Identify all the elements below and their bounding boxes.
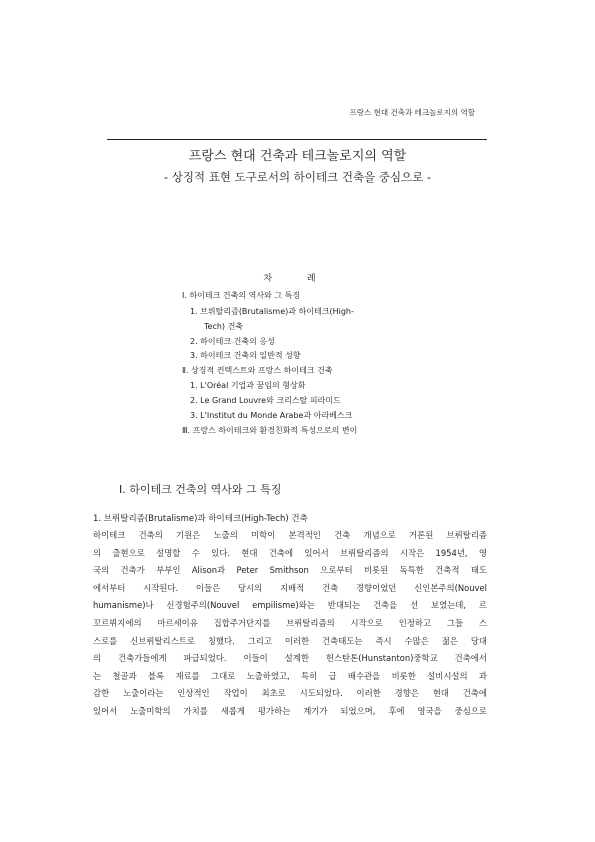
- header-rule: [107, 139, 487, 140]
- document-title: 프랑스 현대 건축과 테크놀로지의 역할: [188, 149, 407, 164]
- toc-item-1-1: 1. 브뤼탈리즘(Brutalisme)과 하이테크(High-: [190, 307, 354, 316]
- toc-item-2-2: 2. Le Grand Louvre와 크리스탈 피라미드: [190, 396, 341, 405]
- toc-item-1-3: 3. 하이테크 건축의 일반적 성향: [190, 351, 301, 360]
- toc-item-2-1: 1. L'Oréal 기업과 꿈임의 형상화: [190, 381, 306, 390]
- subsection-heading: 1. 브뤼탈리즘(Brutalisme)과 하이테크(High-Tech) 건축: [93, 514, 308, 524]
- running-header: 프랑스 현대 건축과 테크놀로지의 역할: [349, 108, 475, 117]
- toc-part-1: Ⅰ. 하이테크 건축의 역사와 그 특징: [182, 291, 301, 300]
- paragraph-line: 스로를 신브뤼탈리스트로 칭했다. 그리고 이러한 건축태도는 즉시 수많은 젊은 당대: [93, 635, 487, 646]
- body-paragraph: [93, 527, 487, 721]
- toc-item-2-3: 3. L'Institut du Monde Arabe과 아라베스크: [190, 411, 353, 420]
- toc-item-1-2: 2. 하이테크 건축의 응성: [190, 337, 275, 346]
- paragraph-line: 국의 건축가 부부인 Alison과 Peter Smithson 으로부터 비롯된 독특한 건축적 태도: [93, 565, 487, 576]
- toc-part-3: Ⅲ. 프랑스 하이테크와 환경친화적 특성으로의 변이: [182, 426, 358, 435]
- document-subtitle: - 상징적 표현 도구로서의 하이테크 건축을 중심으로 -: [163, 170, 432, 184]
- paragraph-line: humanisme)나 신경험주의(Nouvel empilisme)와는 반대되는 건축을 선 보였는데, 르: [93, 600, 487, 611]
- paragraph-line: 의 건축가들에게 파급되었다. 이들이 설계한 헌스탄톤(Hunstanton)중학교 건축에서: [93, 653, 487, 664]
- paragraph-line: 하이테크 건축의 기원은 노출의 미학이 본격적인 건축 개념으로 거론된 브뤼탈리즘: [93, 530, 487, 540]
- paragraph-line: 에서부터 시작된다. 이들은 당시의 지배적 건축 경향이었던 신인본주의(Nouvel: [93, 582, 487, 593]
- toc-heading: 차 례: [263, 274, 332, 284]
- toc-part-2: Ⅱ. 상징적 컨텍스트와 프랑스 하이테크 건축: [182, 366, 333, 375]
- toc-item-1-1-cont: Tech) 건축: [204, 322, 244, 331]
- section-heading: Ⅰ. 하이테크 건축의 역사와 그 특징: [119, 483, 282, 496]
- paragraph-line: 있어서 노출미학의 가치를 새롭게 평가하는 계기가 되었으며, 후에 영국을 중심으로: [93, 705, 487, 716]
- paragraph-line: 감한 노출이라는 인상적인 작업이 최초로 시도되었다. 이러한 경향은 현대 건축에: [93, 688, 487, 699]
- paragraph-line: 는 철골과 블록 재료를 그대로 노출하였고, 특히 급 배수관을 비롯한 설비시설의 과: [93, 670, 487, 681]
- paragraph-line: 꼬르뷔지에의 마르세이유 집합주거단지를 브뤼탈리즘의 시작으로 인정하고 그들 스: [93, 617, 487, 628]
- paragraph-line: 의 출현으로 설명할 수 있다. 현대 건축에 있어서 브뤼탈리즘의 시작은 1954년, 영: [93, 547, 487, 558]
